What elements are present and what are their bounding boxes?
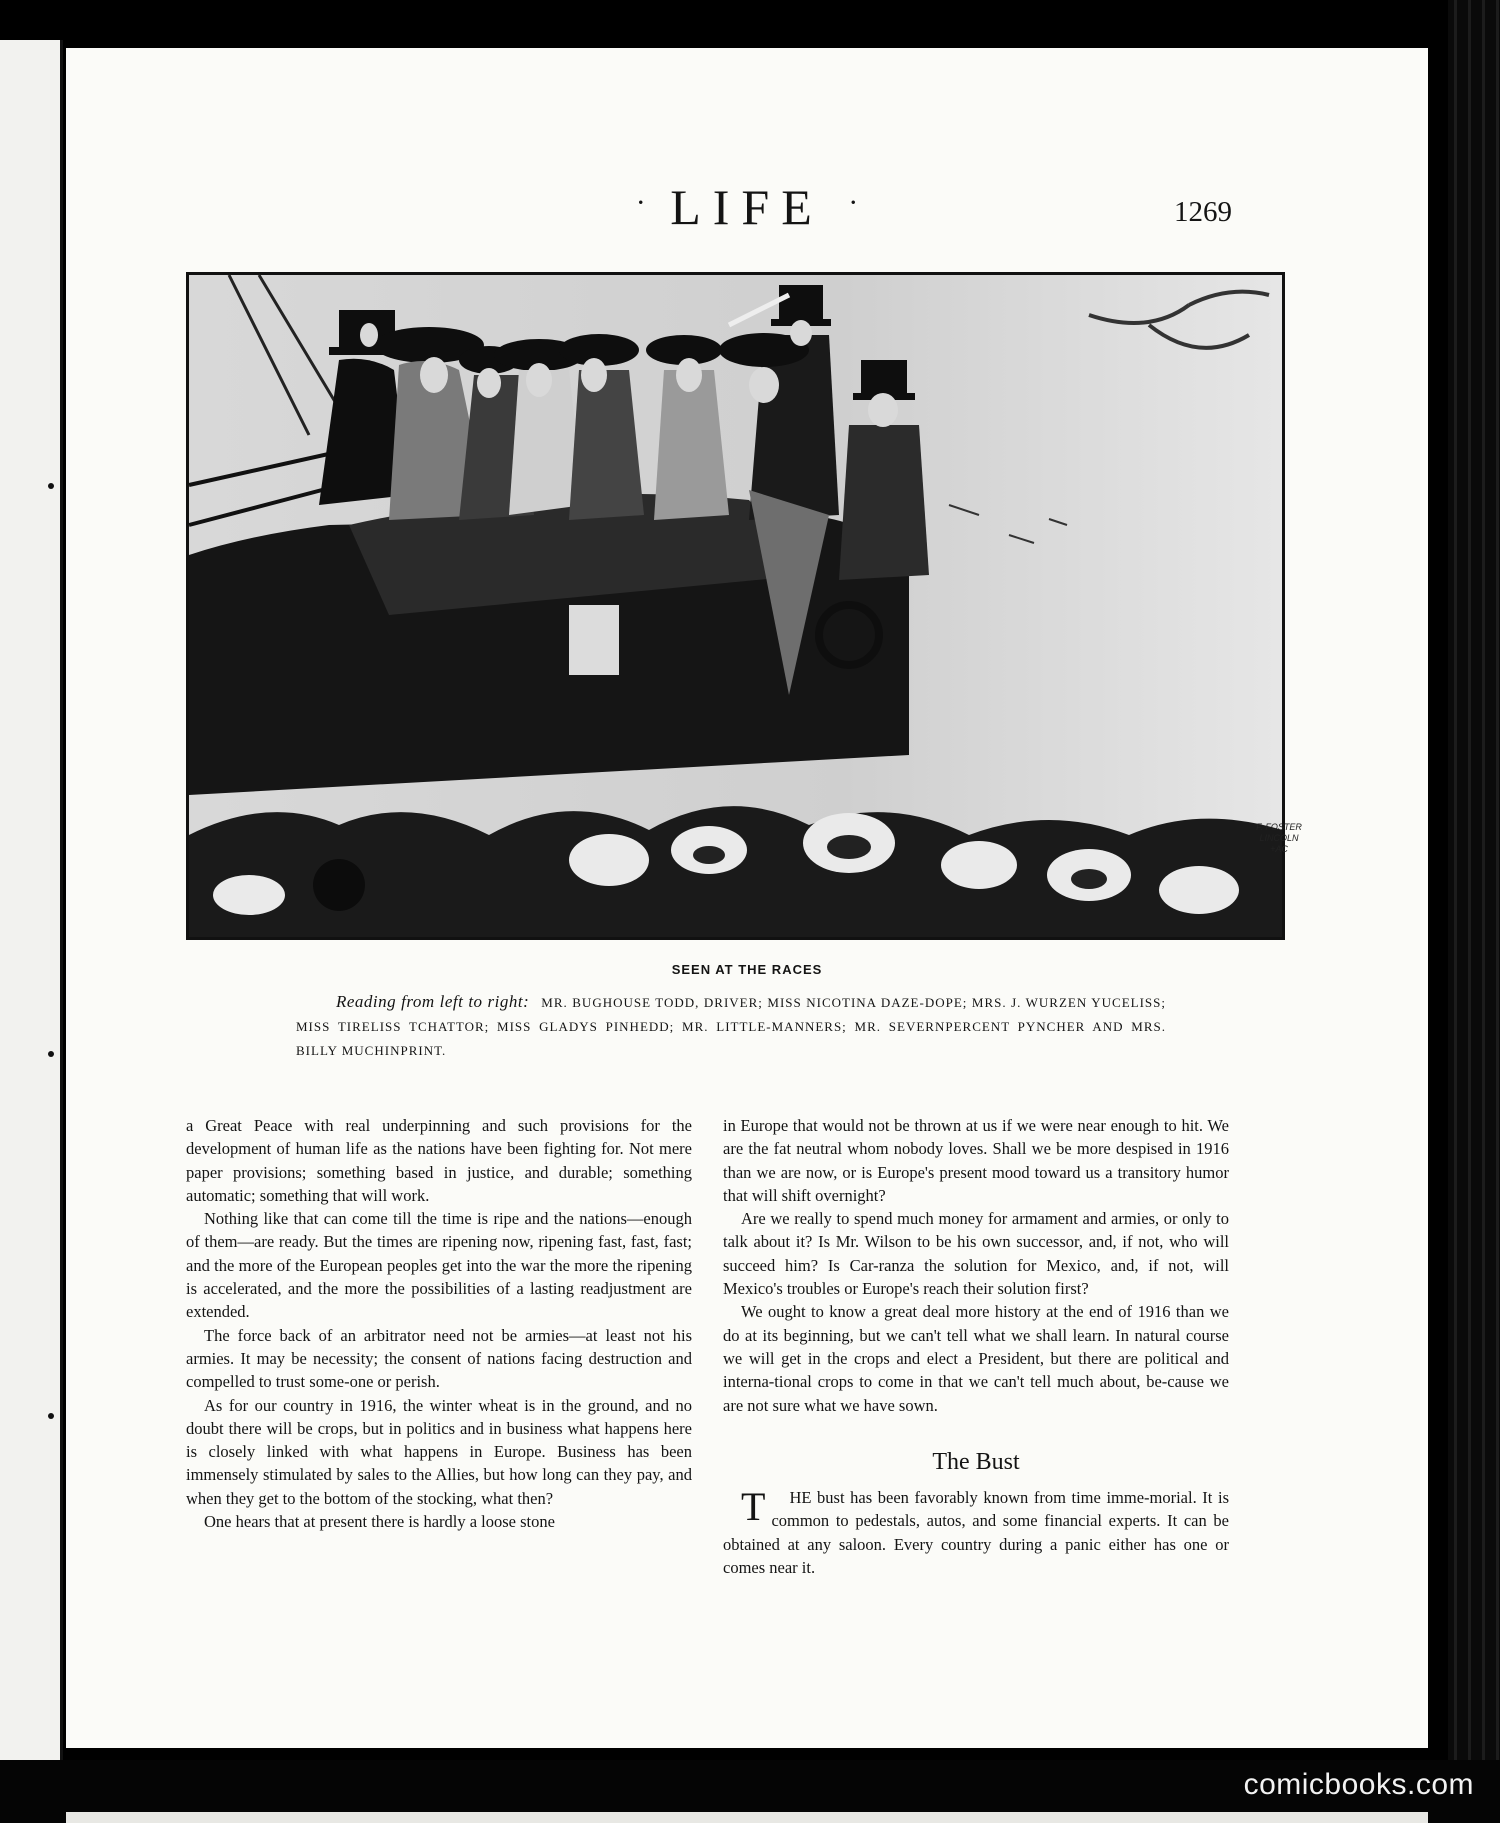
drop-cap: T [741,1484,766,1530]
caption-names: MR. BUGHOUSE TODD, DRIVER; MISS NICOTINA DAZE-DOPE; MRS. J. WURZEN YUCELISS; MISS TIRELISS TCHATTOR; MISS GLADYS PINHEDD; MR. LITTLE-MANNERS; MR. SEVERNPERCENT PYNCHER AND MRS. BILLY MUCHINPRINT. [296,995,1166,1058]
racing-coach-illustration [186,272,1302,940]
article-right-column [723,1114,1229,1579]
binding-mark [48,1051,54,1057]
article-paragraph: Are we really to spend much money for armament and armies, or only to talk about it? Is Mr. Wilson to be his own successor, and, if not, who will succeed him? Is Car-ranza the solution for Mexico, and, if not, will Mexico's troubles or Europe's reach their solution first? [723,1209,1229,1299]
binding-mark [48,483,54,489]
article-paragraph: The force back of an arbitrator need not be armies—at least not his armies. It may be necessity; the consent of nations facing destruction and compelled to trust some-one or perish. [186,1325,692,1392]
scanner-edge-strip [1448,0,1500,1823]
article-paragraph: in Europe that would not be thrown at us if we were near enough to hit. We are the fat neutral whom nobody loves. Shall we be more despised in 1916 than we are now, or is Europe's present mood toward us a transitory humor that will shift overnight? [723,1116,1229,1205]
article-paragraph: Nothing like that can come till the time is ripe and the nations—enough of them—are ready. But the times are ripening now, ripening fast, fast, fast; and the more of the European peoples get into the war the more the ripening is accelerated, and the more the possibilities of a lasting readjustment are extended. [186,1209,692,1322]
article-left-column [186,1114,692,1533]
signature-line: F. FOSTER [1256,822,1302,832]
magazine-page [66,48,1428,1748]
caption-lead: Reading from left to right: [336,992,530,1011]
illustration-artwork [189,275,1282,937]
page-number: 1269 [1174,196,1232,228]
caption-title: SEEN AT THE RACES [671,962,823,977]
signature-line: +AC [1270,844,1288,854]
next-page-edge [66,1812,1428,1823]
adjacent-page-edge [0,40,63,1760]
signature-line: LINCOLN [1259,833,1299,843]
masthead-title: LIFE [670,179,824,235]
article-paragraph: a Great Peace with real underpinning and such provisions for the development of human life as the nations have been fighting for. Not mere paper provisions; something based in justice, and durable; something automatic; something that will work. [186,1116,692,1205]
article-paragraph: We ought to know a great deal more history at the end of 1916 than we do at its beginning, but we can't tell what we shall learn. In natural course we will get in the crops and elect a President, but there are political and interna-tional crops to come in that we can't tell much about, be-cause we are not sure what we have sown. [723,1302,1229,1415]
article-paragraph: One hears that at present there is hardly a loose stone [204,1512,555,1532]
section-heading: The Bust [932,1448,1020,1475]
caption-body [296,990,1166,1063]
bust-text: HE bust has been favorably known from time imme-morial. It is common to pedestals, autos, and some financial experts. It can be obtained at any saloon. Every country during a panic either has one or comes near it. [723,1488,1229,1578]
article-paragraph: As for our country in 1916, the winter wheat is in the ground, and no doubt there will be crops, but in politics and in business what happens here is closely linked with what happens in Europe. Business has been immensely stimulated by sales to the Allies, but how long can they pay, and when they get to the bottom of the stocking, what then? [186,1395,692,1508]
watermark: comicbooks.com [1243,1768,1474,1801]
bust-paragraph [723,1486,1229,1579]
masthead-dot-right: · [848,186,859,219]
binding-mark [48,1413,54,1419]
artist-signature [1241,822,1317,855]
masthead-dot-left: · [635,186,646,219]
